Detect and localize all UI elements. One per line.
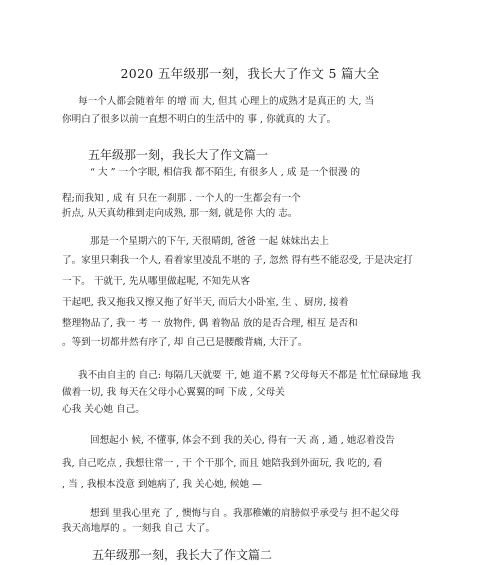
paragraph-line: 一下。 干就干, 先从哪里做起呢, 不知先从客 [62, 276, 250, 287]
paragraph-line: 回想起小 候, 不懂事, 体会不到 我的关心, 得有一天 高 , 通 , 她忍着没告 [90, 435, 395, 446]
paragraph-line: , 当 , 我根本没意 到她病了, 我 关心她, 候她 — [62, 479, 262, 490]
paragraph-line: 程;而我知 , 成 有 只在一刹那 . 一个人的一生都会有一个 [62, 193, 301, 204]
paragraph-line: 我不由自主的 自己: 每隔几天就要 干, 她 道不累 ?父母每天不都是 忙忙碌碌地 我 [78, 370, 421, 381]
intro-line: 每一个人都会随着年 的增 而 大, 但其 心理上的成熟才是真正的 大, 当 [78, 96, 375, 107]
paragraph-line: 想到 里我心里充 了 , 懊悔与自 。我那稚嫩的肩膀似乎承受与 担不起父母 [90, 508, 400, 519]
section-heading: 五年级那一刻，我长大了作文篇一 [88, 148, 269, 162]
paragraph-line: “ 大 ” 一个字眼, 相信我 都不陌生, 有很多人 , 成 是一个很漫 的 [90, 167, 361, 178]
paragraph-line: 。等到一切都井然有序了, 却 自己已是腰酸背痛, 大汗了。 [62, 337, 308, 348]
paragraph-line: 了。家里只剩我一个人, 看着家里凌乱不堪的 子, 忽然 得有些不能忍受, 于是决定打 [62, 255, 413, 266]
intro-line: 你明白了很多以前一直想不明白的生活中的 事 , 你就真的 大了。 [62, 114, 337, 125]
paragraph-line: 我天高地厚的 。一刻我 自己 大了。 [62, 523, 216, 534]
paragraph-line: 那是一个星期六的下午, 天很晴朗, 爸爸 一起 妹妹出去上 [90, 236, 329, 247]
document-title: 2020 五年级那一刻，我长大了作文 5 篇大全 [120, 66, 380, 81]
paragraph-line: 做着一切, 我 每天在父母小心翼翼的呵 下成 , 父母关 [62, 387, 285, 398]
section-heading: 五年级那一刻，我长大了作文篇二 [92, 548, 273, 562]
paragraph-line: 干起吧, 我又拖我又擦又拖了好半天, 而后大小卧室, 生 、厨房, 接着 [62, 297, 349, 308]
paragraph-line: 心我 关心她 自己。 [62, 404, 145, 415]
paragraph-line: 整理物品了, 我一 考 一 放物件, 偶 着物品 放的是否合理, 相互 是否和 [62, 318, 358, 329]
paragraph-line: 折点, 从天真幼稚到走向成熟, 那一刻, 就是你 大的 志。 [62, 208, 298, 219]
paragraph-line: 我, 自己吃点 , 我想往常一 , 干 个干那个, 而且 她陪我到外面玩, 我 吃的, 看 [62, 458, 383, 469]
